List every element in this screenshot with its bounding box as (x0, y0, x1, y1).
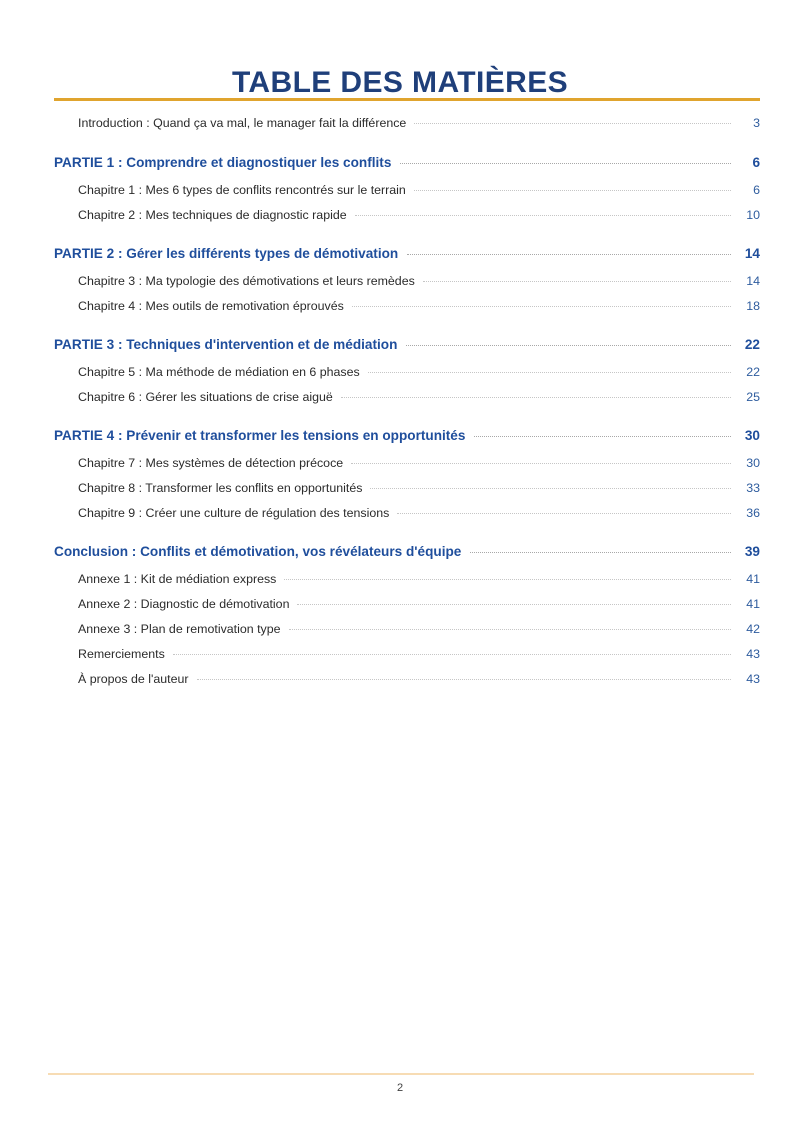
toc-group-partie-1 (0, 155, 800, 233)
toc-entry-partie-3[interactable] (0, 337, 800, 365)
dot-leader (173, 654, 731, 655)
toc-entry-chapitre-7[interactable] (0, 456, 800, 481)
toc-entry-label: Annexe 2 : Diagnostic de démotivation (78, 597, 290, 611)
toc-entry-label: Chapitre 8 : Transformer les conflits en opportunités (78, 481, 363, 495)
toc-entry-label: PARTIE 3 : Techniques d'intervention et de médiation (54, 337, 398, 352)
toc-entry-label: Remerciements (78, 647, 165, 661)
toc-entry-label: Chapitre 5 : Ma méthode de médiation en 6 phases (78, 365, 360, 379)
toc-entry-a-propos-auteur[interactable] (0, 672, 800, 697)
dot-leader (355, 215, 731, 216)
toc-entry-page: 25 (746, 390, 760, 404)
toc-entry-label: Annexe 3 : Plan de remotivation type (78, 622, 281, 636)
toc-entry-page: 22 (746, 365, 760, 379)
toc-entry-label: Chapitre 9 : Créer une culture de régulation des tensions (78, 506, 390, 520)
toc-entry-page: 42 (746, 622, 760, 636)
dot-leader (370, 488, 731, 489)
toc-entry-chapitre-1[interactable] (0, 183, 800, 208)
toc-entry-chapitre-6[interactable] (0, 390, 800, 415)
dot-leader (341, 397, 731, 398)
toc-entry-label: Chapitre 3 : Ma typologie des démotivations et leurs remèdes (78, 274, 415, 288)
dot-leader (414, 190, 731, 191)
dot-leader (352, 306, 731, 307)
dot-leader (368, 372, 731, 373)
dot-leader (407, 254, 731, 255)
toc-entry-page: 43 (746, 647, 760, 661)
toc-entry-label: Chapitre 2 : Mes techniques de diagnostic rapide (78, 208, 347, 222)
toc-entry-label: Chapitre 4 : Mes outils de remotivation éprouvés (78, 299, 344, 313)
toc-entry-page: 30 (746, 456, 760, 470)
toc-entry-page: 41 (746, 597, 760, 611)
footer-rule (48, 1073, 754, 1075)
toc-entry-page: 18 (746, 299, 760, 313)
toc-entry-label: À propos de l'auteur (78, 672, 189, 686)
toc-group-partie-2 (0, 246, 800, 324)
toc-entry-page: 39 (744, 544, 760, 559)
toc-entry-label: PARTIE 1 : Comprendre et diagnostiquer les conflits (54, 155, 392, 170)
toc-entry-annexe-3[interactable] (0, 622, 800, 647)
toc-entry-page: 10 (746, 208, 760, 222)
dot-leader (289, 629, 731, 630)
dot-leader (351, 463, 731, 464)
toc-entry-page: 3 (753, 116, 760, 130)
toc-entry-chapitre-2[interactable] (0, 208, 800, 233)
dot-leader (297, 604, 731, 605)
toc-entry-chapitre-4[interactable] (0, 299, 800, 324)
dot-leader (423, 281, 731, 282)
toc-entry-label: Chapitre 7 : Mes systèmes de détection précoce (78, 456, 344, 470)
toc-entry-remerciements[interactable] (0, 647, 800, 672)
dot-leader (474, 436, 731, 437)
toc-entry-chapitre-8[interactable] (0, 481, 800, 506)
toc-entry-label: Conclusion : Conflits et démotivation, vos révélateurs d'équipe (54, 544, 462, 559)
toc-entry-chapitre-3[interactable] (0, 274, 800, 299)
toc-entry-page: 6 (752, 155, 760, 170)
toc-entry-partie-4[interactable] (0, 428, 800, 456)
toc-entry-page: 41 (746, 572, 760, 586)
toc-entry-label: Chapitre 1 : Mes 6 types de conflits rencontrés sur le terrain (78, 183, 406, 197)
dot-leader (406, 345, 731, 346)
toc-entry-introduction[interactable] (0, 116, 800, 141)
toc-entry-annexe-2[interactable] (0, 597, 800, 622)
dot-leader (400, 163, 731, 164)
table-of-contents (0, 116, 800, 697)
toc-group-introduction (0, 116, 800, 141)
toc-entry-page: 30 (744, 428, 760, 443)
toc-entry-label: Annexe 1 : Kit de médiation express (78, 572, 277, 586)
toc-entry-chapitre-5[interactable] (0, 365, 800, 390)
dot-leader (284, 579, 731, 580)
toc-entry-label: Chapitre 6 : Gérer les situations de crise aiguë (78, 390, 333, 404)
toc-entry-partie-2[interactable] (0, 246, 800, 274)
toc-group-partie-4 (0, 428, 800, 531)
toc-entry-page: 33 (746, 481, 760, 495)
toc-entry-label: Introduction : Quand ça va mal, le manager fait la différence (78, 116, 407, 130)
toc-entry-label: PARTIE 4 : Prévenir et transformer les tensions en opportunités (54, 428, 466, 443)
page-title: TABLE DES MATIÈRES (231, 66, 569, 99)
toc-entry-chapitre-9[interactable] (0, 506, 800, 531)
toc-entry-partie-1[interactable] (0, 155, 800, 183)
toc-entry-page: 6 (753, 183, 760, 197)
toc-entry-label: PARTIE 2 : Gérer les différents types de démotivation (54, 246, 399, 261)
toc-group-partie-3 (0, 337, 800, 415)
dot-leader (397, 513, 731, 514)
toc-entry-page: 22 (744, 337, 760, 352)
toc-entry-page: 14 (744, 246, 760, 261)
toc-entry-page: 14 (746, 274, 760, 288)
dot-leader (197, 679, 731, 680)
toc-group-conclusion (0, 544, 800, 697)
dot-leader (470, 552, 731, 553)
toc-entry-page: 36 (746, 506, 760, 520)
toc-entry-annexe-1[interactable] (0, 572, 800, 597)
toc-entry-page: 43 (746, 672, 760, 686)
dot-leader (414, 123, 731, 124)
toc-entry-conclusion[interactable] (0, 544, 800, 572)
title-block (0, 62, 800, 108)
footer-page-number: 2 (396, 1082, 404, 1094)
